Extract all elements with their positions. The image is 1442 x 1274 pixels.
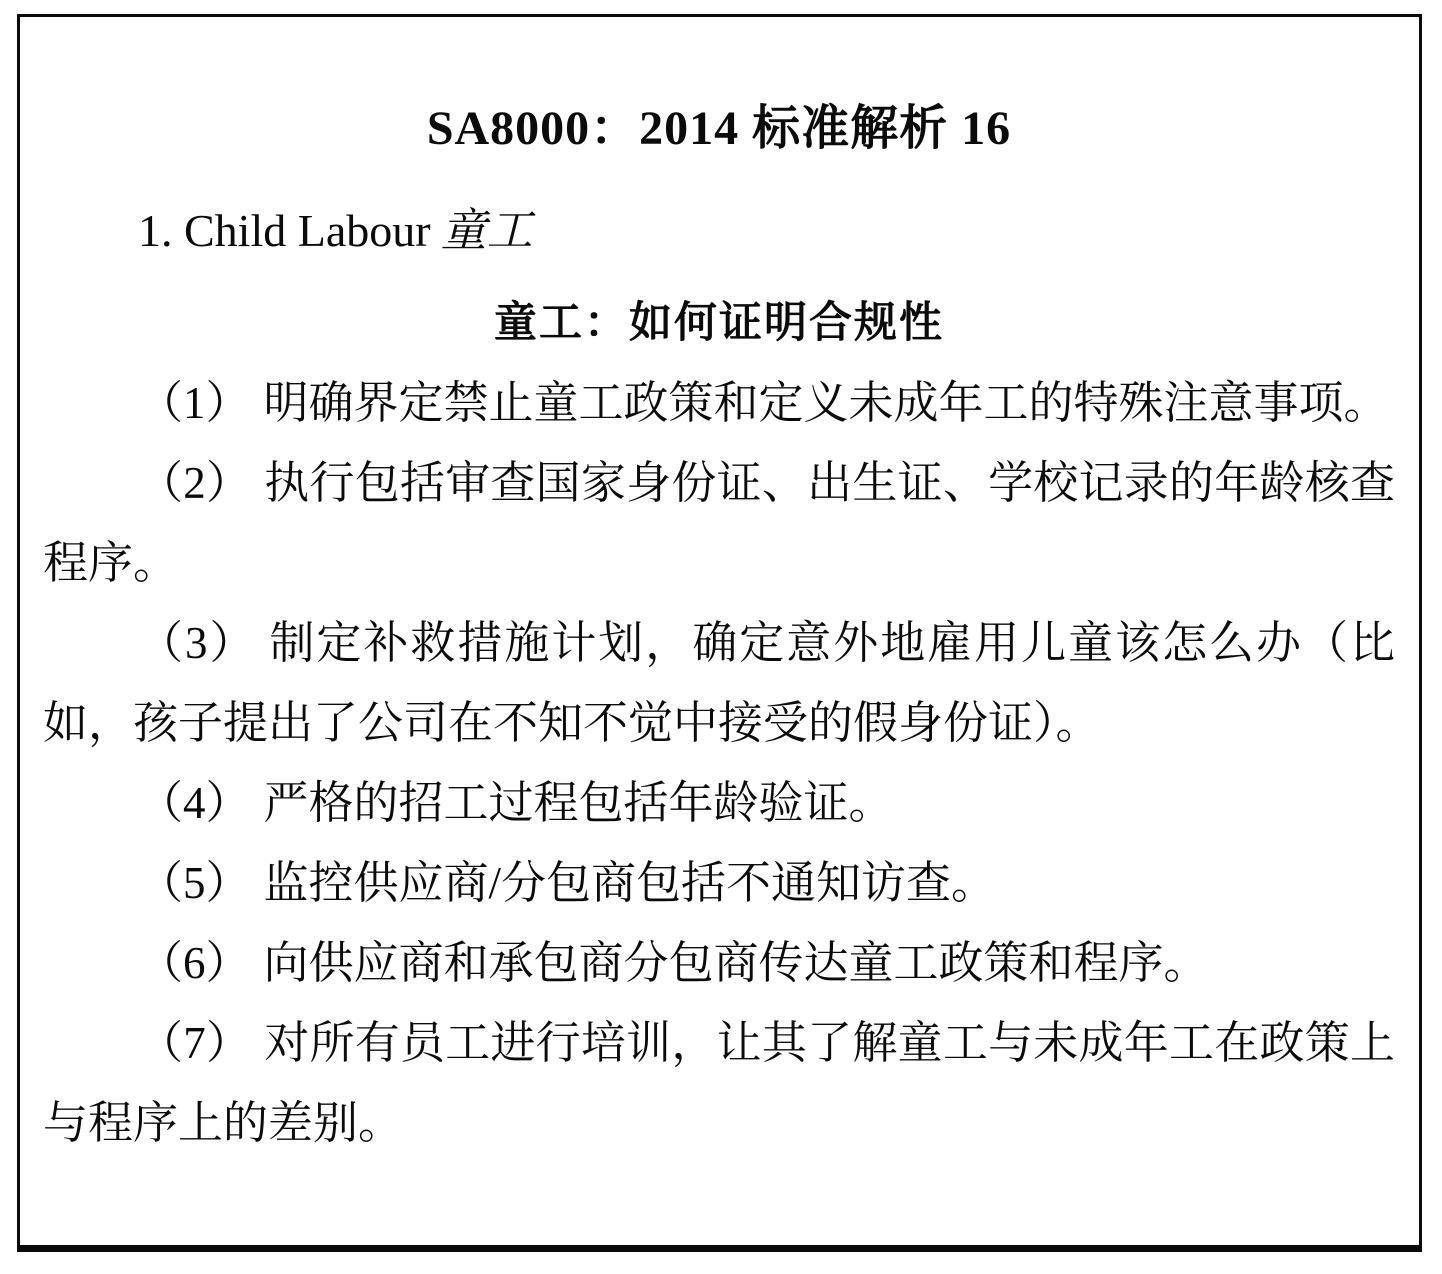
- list-item-marker: （2）: [138, 458, 252, 508]
- list-item: [43, 443, 1395, 603]
- list-item: [43, 843, 1395, 923]
- document-subtitle: 童工：如何证明合规性: [494, 299, 944, 347]
- list-item-marker: （4）: [138, 778, 251, 828]
- list-item-text: 明确界定禁止童工政策和定义未成年工的特殊注意事项。: [263, 378, 1389, 428]
- list-item: [43, 603, 1395, 763]
- list-item: [43, 363, 1395, 443]
- list-item-marker: （7）: [138, 1018, 252, 1068]
- list-item-text: 向供应商和承包商分包商传达童工政策和程序。: [263, 938, 1209, 988]
- document-content: [20, 17, 1419, 1163]
- list-item-text: 制定补救措施计划，确定意外地雇用儿童该怎么办（比如，孩子提出了公司在不知不觉中接受的假身份证）。: [43, 618, 1395, 748]
- list-item-marker: （5）: [138, 858, 251, 908]
- section-heading-english: 1. Child Labour: [138, 205, 431, 256]
- list-item-marker: （1）: [138, 378, 251, 428]
- list-item-text: 执行包括审查国家身份证、出生证、学校记录的年龄核查程序。: [43, 458, 1395, 588]
- list-item-text: 对所有员工进行培训，让其了解童工与未成年工在政策上与程序上的差别。: [43, 1018, 1395, 1148]
- list-item-marker: （6）: [138, 938, 251, 988]
- list-item-marker: （3）: [138, 618, 257, 668]
- list-item: [43, 923, 1395, 1003]
- document-title: SA8000：2014 标准解析 16: [426, 102, 1012, 155]
- section-heading: [43, 191, 1395, 271]
- list-item: [43, 763, 1395, 843]
- section-heading-chinese: 童工: [440, 205, 533, 256]
- page-frame: [17, 14, 1422, 1252]
- list-item: [43, 1003, 1395, 1163]
- list-item-text: 监控供应商/分包商包括不通知访查。: [263, 858, 997, 908]
- list-item-text: 严格的招工过程包括年龄验证。: [263, 778, 894, 828]
- compliance-list: [43, 363, 1395, 1163]
